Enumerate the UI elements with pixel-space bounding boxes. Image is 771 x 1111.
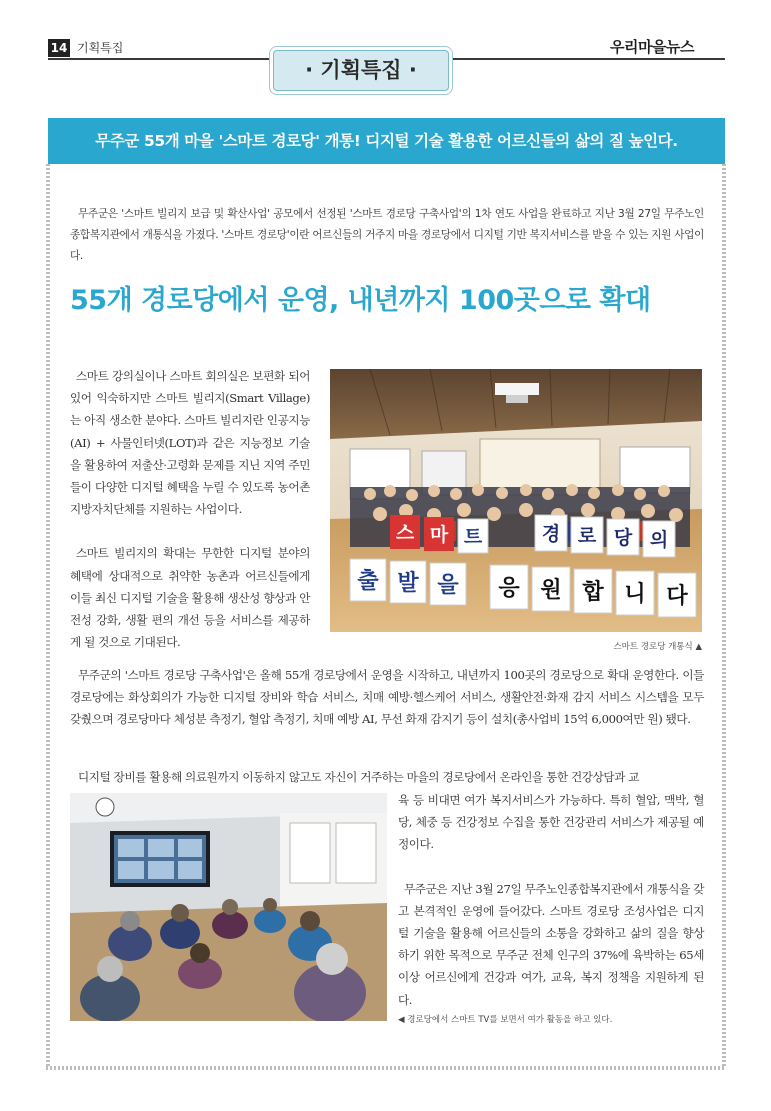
frame-left-border [46,164,50,1070]
photo-caption-ceremony: 스마트 경로당 개통식 ▲ [613,642,702,652]
sign-char: 당 [613,527,633,549]
ceremony-illustration [330,369,702,632]
opening-ceremony-photo [330,369,702,632]
body-paragraph-1: 스마트 강의실이나 스마트 회의실은 보편화 되어 있어 익숙하지만 스마트 빌리지(Smart Village)는 아직 생소한 분야다. 스마트 빌리지란 인공지능(AI) + 사물인터넷(LOT)과 같은 지능정보 기술을 활용하여 저출산·고령화 문제를 지닌 지역 주민들이 다양한 디지털 혜택을 누릴 수 있도록 농어촌 지방자치단체를 지원하는 사업이다. [70,369,310,517]
sign-char: 출 [357,569,379,594]
section-title-tag: · 기획특집 · [273,50,449,91]
body-paragraph-3: 무주군의 '스마트 경로당 구축사업'은 올해 55개 경로당에서 운영을 시작하고, 내년까지 100곳의 경로당으로 확대 운영한다. 이들 경로당에는 화상회의가 가능한 디지털 장비와 학습 서비스, 치매 예방·헬스케어 서비스, 생활안전·화재 감지 서비스 시스템을 모두 갖췄으며 경로당마다 체성분 측정기, 혈압 측정기, 치매 예방 AI, 무선 화재 감지기 등이 설치(총사업비 15억 6,000여만 원) 됐다. [70,668,704,727]
body-paragraph-4-rest: 육 등 비대면 여가 복지서비스가 가능하다. 특히 혈압, 맥박, 혈당, 체중 등 건강정보 수집을 통한 건강관리 서비스가 제공될 예정이다. [398,793,704,852]
full-width-block-2 [70,766,704,788]
smart-tv-illustration [70,793,387,1021]
sign-char: 니 [624,582,646,607]
sign-char: 다 [666,584,688,609]
left-column [70,365,310,653]
frame-bottom-border [46,1066,726,1070]
sign-char: 원 [540,578,562,603]
sign-char: 응 [498,576,520,601]
sign-char: 경 [541,523,561,545]
body-paragraph-5: 무주군은 지난 3월 27일 무주노인종합복지관에서 개통식을 갖고 본격적인 운영에 들어갔다. 스마트 경로당 조성사업은 디지털 기술을 활용해 어르신들의 소통을 강화하고 삶의 질을 향상하기 위한 목적으로 무주군 전체 인구의 37%에 육박하는 65세 이상 어르신에게 건강과 여가, 교육, 복지 정책을 지원하게 된다. [398,881,704,1007]
photo-caption-smart-tv: ◀ 경로당에서 스마트 TV를 보면서 여가 활동을 하고 있다. [398,1015,613,1025]
publication-logo: 우리마을뉴스 [610,38,694,56]
body-paragraph-2: 스마트 빌리지의 확대는 무한한 디지털 분야의 혜택에 상대적으로 취약한 농촌과 어르신들에게 이들 최신 디지털 기술을 활용해 생산성 향상과 안전성 강화, 생활 편의 개선 등을 서비스를 제공하게 될 것으로 기대된다. [70,546,310,650]
page-number: 14 [48,39,70,57]
frame-right-border [722,164,726,1070]
sign-char: 의 [649,529,669,551]
full-width-block-1 [70,664,704,731]
sub-headline: 55개 경로당에서 운영, 내년까지 100곳으로 확대 [70,285,651,316]
sign-char: 트 [463,526,483,548]
sign-char: 마 [429,524,449,546]
section-name: 기획특집 [77,41,124,55]
right-column [398,789,704,1011]
headline-banner: 무주군 55개 마을 '스마트 경로당' 개통! 디지털 기술 활용한 어르신들의 삶의 질 높인다. [48,118,725,164]
sign-char: 발 [397,571,419,596]
sign-char: 을 [437,573,459,598]
sign-char: 스 [395,522,415,544]
sign-char: 합 [582,580,604,605]
body-paragraph-4-lead: 디지털 장비를 활용해 의료원까지 이동하지 않고도 자신이 거주하는 마을의 경로당에서 온라인을 통한 건강상담과 교 [78,770,640,784]
smart-tv-photo [70,793,387,1021]
sign-char: 로 [577,525,597,547]
lead-paragraph: 무주군은 '스마트 빌리지 보급 및 확산사업' 공모에서 선정된 '스마트 경로당 구축사업'의 1차 연도 사업을 완료하고 지난 3월 27일 무주노인종합복지관에서 개통식을 가졌다. '스마트 경로당'이란 어르신들의 거주지 마을 경로당에서 디지털 기반 복지서비스를 받을 수 있는 지원 사업이다. [70,208,704,262]
